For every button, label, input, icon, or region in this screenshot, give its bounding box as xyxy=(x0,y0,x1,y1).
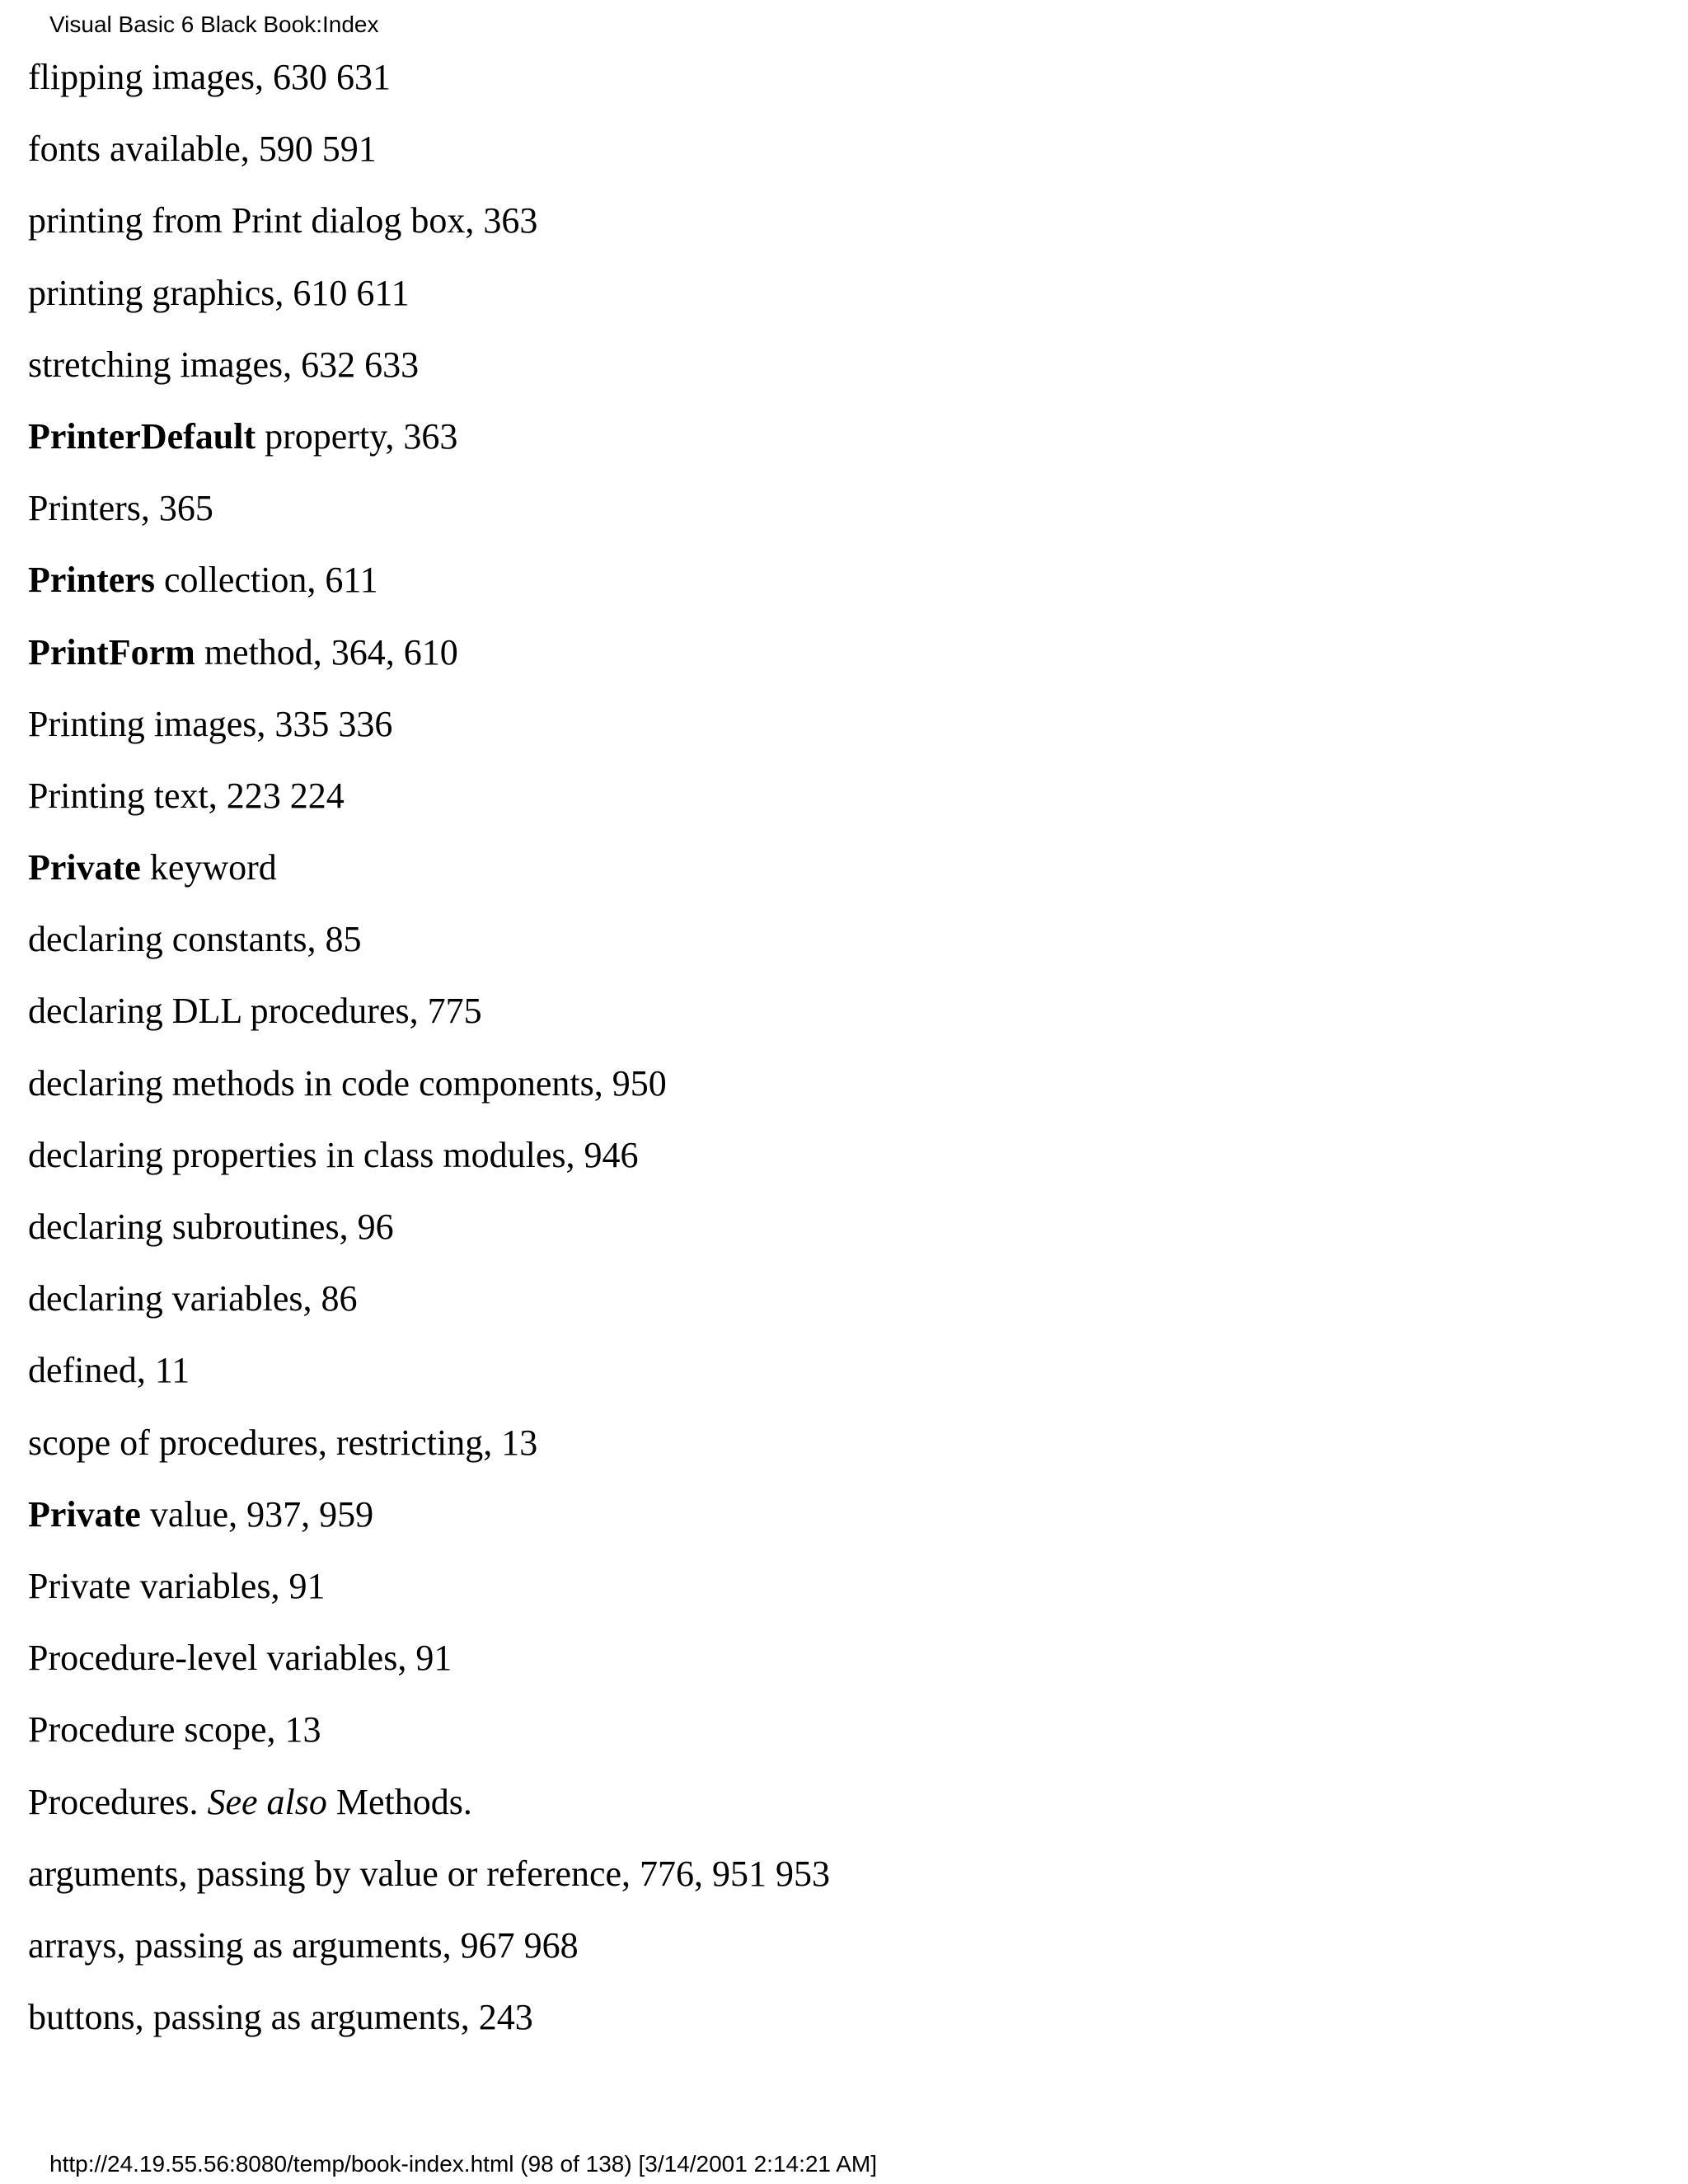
index-entry xyxy=(28,903,830,975)
entry-text: fonts available, 590 591 xyxy=(28,129,377,170)
entry-text: declaring properties in class modules, 946 xyxy=(28,1134,639,1175)
entry-text: value, 937, 959 xyxy=(140,1493,374,1535)
entry-text-tail: Methods. xyxy=(326,1781,472,1822)
entry-text: Printing images, 335 336 xyxy=(28,703,393,744)
index-entry xyxy=(28,1766,830,1838)
index-entry xyxy=(28,1334,830,1406)
index-entry xyxy=(28,1550,830,1622)
index-entry xyxy=(28,1263,830,1334)
entry-text: Private variables, 91 xyxy=(28,1565,326,1606)
index-entry xyxy=(28,544,830,616)
index-entry xyxy=(28,1047,830,1119)
index-entry xyxy=(28,1622,830,1694)
entry-text: flipping images, 630 631 xyxy=(28,57,391,97)
index-entry xyxy=(28,257,830,329)
index-entry xyxy=(28,1479,830,1550)
index-entry xyxy=(28,185,830,256)
index-entry xyxy=(28,1191,830,1263)
index-entry xyxy=(28,401,830,472)
index-entry xyxy=(28,1981,830,2053)
entry-keyword: PrintForm xyxy=(28,631,195,673)
entry-text: Procedure scope, 13 xyxy=(28,1709,321,1750)
index-entry xyxy=(28,1910,830,1981)
entry-text: method, 364, 610 xyxy=(195,631,458,673)
page-header: Visual Basic 6 Black Book:Index xyxy=(49,12,379,37)
index-entry-list xyxy=(28,41,830,2053)
index-entry xyxy=(28,472,830,544)
page-footer: http://24.19.55.56:8080/temp/book-index.html (98 of 138) [3/14/2001 2:14:21 AM] xyxy=(49,2151,878,2177)
entry-keyword: PrinterDefault xyxy=(28,415,256,457)
index-entry xyxy=(28,616,830,688)
index-entry xyxy=(28,1119,830,1191)
entry-keyword: Private xyxy=(28,1493,141,1535)
index-entry xyxy=(28,688,830,760)
entry-text: stretching images, 632 633 xyxy=(28,344,420,385)
entry-text: buttons, passing as arguments, 243 xyxy=(28,1997,533,2038)
entry-keyword: Printers xyxy=(28,560,155,601)
index-entry xyxy=(28,113,830,185)
entry-text: arguments, passing by value or reference, 776, 951 953 xyxy=(28,1853,831,1894)
index-entry xyxy=(28,832,830,903)
entry-text: Printing text, 223 224 xyxy=(28,775,345,816)
entry-text: property, 363 xyxy=(256,415,458,457)
entry-text: arrays, passing as arguments, 967 968 xyxy=(28,1924,579,1966)
entry-text: collection, 611 xyxy=(154,560,378,601)
index-entry xyxy=(28,975,830,1047)
entry-text: scope of procedures, restricting, 13 xyxy=(28,1422,538,1463)
entry-text: printing graphics, 610 611 xyxy=(28,272,410,313)
index-entry xyxy=(28,1838,830,1910)
entry-text: Printers, 365 xyxy=(28,488,213,529)
entry-text: declaring subroutines, 96 xyxy=(28,1207,394,1247)
entry-text: declaring DLL procedures, 775 xyxy=(28,991,482,1032)
entry-text: declaring constants, 85 xyxy=(28,919,362,960)
entry-text: Procedures. xyxy=(28,1781,208,1822)
entry-text: declaring methods in code components, 950 xyxy=(28,1062,667,1104)
index-entry xyxy=(28,760,830,832)
entry-see-also: See also xyxy=(207,1781,327,1822)
index-entry xyxy=(28,1407,830,1479)
entry-text: declaring variables, 86 xyxy=(28,1278,358,1319)
entry-text: keyword xyxy=(140,847,277,888)
entry-text: printing from Print dialog box, 363 xyxy=(28,200,538,241)
index-entry xyxy=(28,41,830,113)
entry-text: defined, 11 xyxy=(28,1350,190,1391)
index-entry xyxy=(28,329,830,401)
entry-keyword: Private xyxy=(28,847,141,888)
index-entry xyxy=(28,1694,830,1765)
entry-text: Procedure-level variables, 91 xyxy=(28,1638,452,1679)
